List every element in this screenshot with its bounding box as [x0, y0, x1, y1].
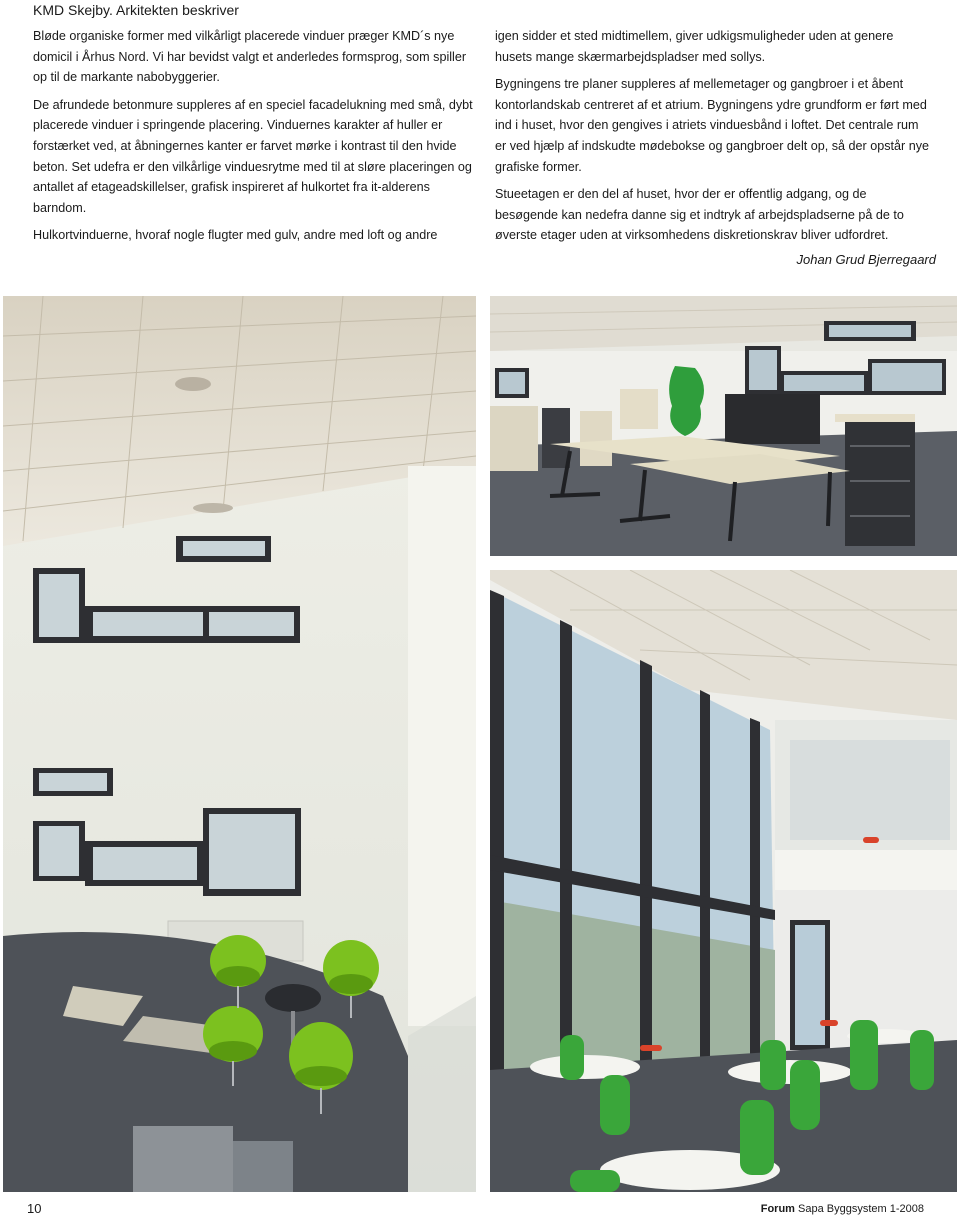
- publication-name: Forum: [760, 1203, 795, 1215]
- photo-atrium-lounge: [3, 296, 476, 1192]
- paragraph: Bygningens tre planer suppleres af mellemetager og gangbroer i et åbent kontorlandskab centreret af et atrium. Bygningens ydre grundform er ført med ind i huset, hvor den gengives i atriets vinduesbånd i loftet. Det centrale rum er ved hjælp af indskudte mødebokse og gangbroer delt op, så der opstår nye grafiske former.: [495, 77, 930, 174]
- paragraph: De afrundede betonmure suppleres af en speciel facadelukning med små, dybt placerede vinduer i springende placering. Vinduernes karakter af huller er forstærket ved, at åbningernes kanter er farvet mørke i kontrast til den hvide beton. Set udefra er den vilkårlige vinduesrytme med til at sløre placeringen og antallet af etageadskillelser, grafisk inspireret af hulkortet fra it-alderens barndom.: [33, 97, 473, 215]
- photo-open-office: [490, 296, 957, 556]
- photo-canteen-glass-facade: [490, 570, 957, 1192]
- publication-issue: Sapa Byggsystem 1-2008: [798, 1203, 924, 1215]
- paragraph: Stueetagen er den del af huset, hvor der er offentlig adgang, og de besøgende kan nedefra danne sig et indtryk af arbejdspladserne på de to øverste etager uden at virksomhedens diskretionskrav bliver udfordret.: [495, 187, 904, 243]
- publication-footer: [761, 1203, 924, 1215]
- author-signature: Johan Grud Bjerregaard: [796, 252, 936, 267]
- paragraph: Hulkortvinduerne, hvoraf nogle flugter med gulv, andre med loft og andre: [33, 228, 438, 243]
- paragraph: igen sidder et sted midtimellem, giver udkigsmuligheder uden at genere husets mange skærmarbejdspladser med sollys.: [495, 29, 894, 64]
- paragraph: Bløde organiske former med vilkårligt placerede vinduer præger KMD´s nye domicil i Århus Nord. Vi har bevidst valgt et anderledes formsprog, som spiller op til de markante nabobyggerier.: [33, 29, 467, 85]
- left-text-column: [33, 26, 478, 253]
- article-heading: KMD Skejby. Arkitekten beskriver: [33, 2, 239, 18]
- page-number: 10: [27, 1201, 42, 1216]
- right-text-column: [495, 26, 930, 253]
